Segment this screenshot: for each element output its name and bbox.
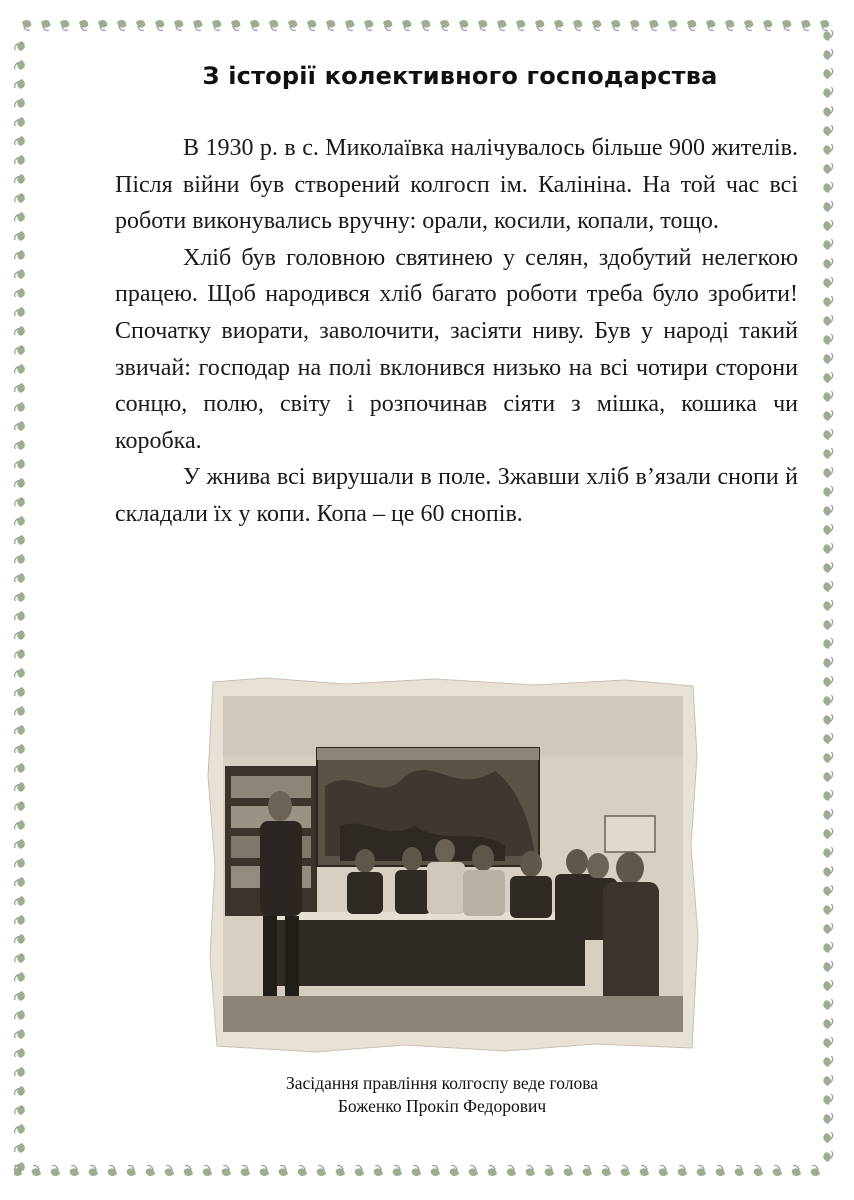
- paragraph-1: В 1930 р. в с. Миколаївка налічувалось більше 900 жителів. Після війни був створений колгосп ім. Калініна. На той час всі роботи виконувались вручну: орали, косили, копали, тощо.: [115, 135, 798, 235]
- paragraph-3: У жнива всі вирушали в поле. Зжавши хліб в’язали снопи й складали їх у копи. Копа – це 60 снопів.: [115, 464, 798, 527]
- historical-photo: [205, 676, 700, 1054]
- caption-line-2: Боженко Прокіп Федорович: [337, 1096, 547, 1116]
- photo-caption: [160, 1072, 724, 1118]
- page-title: З історії колективного господарства: [202, 62, 718, 90]
- paragraph-2: Хліб був головною святинею у селян, здобутий нелегкою працею. Щоб народився хліб багато роботи треба було зробити! Спочатку виорати, заволочити, засіяти ниву. Був у народі такий звичай: господар на полі вклонився низько на всі чотири сторони сонцю, полю, світу і розпочинав сіяти з мішка, кошика чи коробка.: [115, 244, 798, 454]
- caption-line-1: Засідання правління колгоспу веде голова: [286, 1073, 598, 1093]
- body-text: [115, 130, 798, 533]
